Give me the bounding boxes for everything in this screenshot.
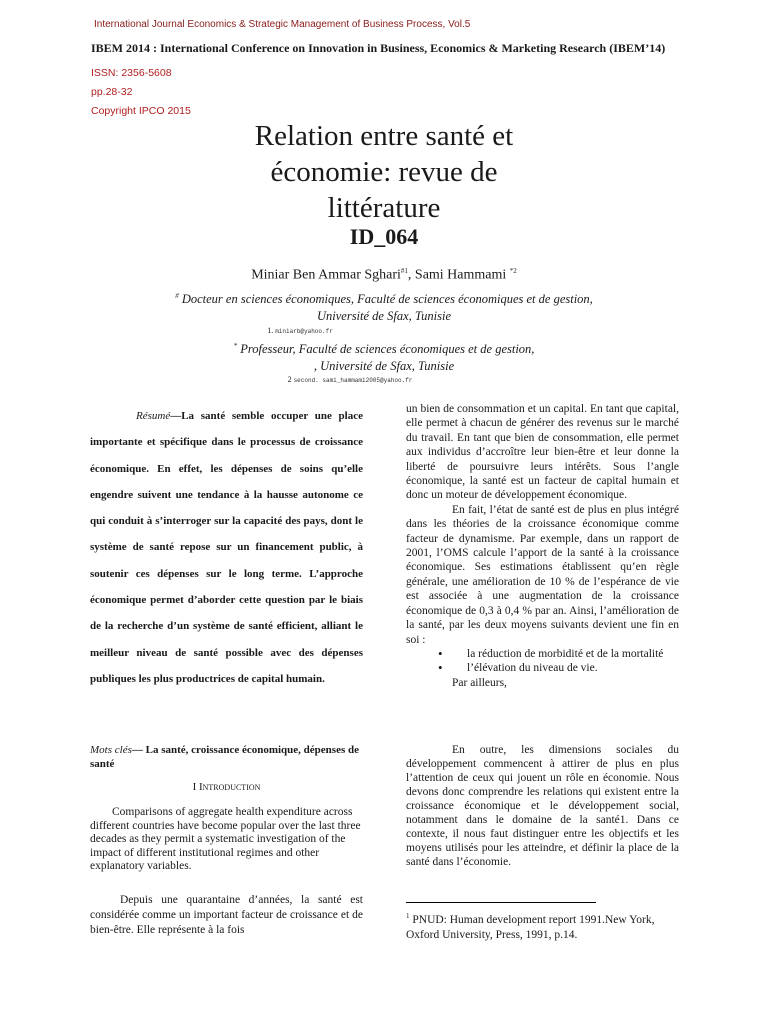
- page-range: pp.28-32: [91, 86, 133, 98]
- section-heading: I Introduction: [192, 781, 261, 793]
- right-paragraph-2: En fait, l’état de santé est de plus en plus intégré dans les théories de la croissance économique comme facteur de dynamisme. Par exemple, dans un rapport de 2001, l’OMS calcule l’apport de la santé à la croissance économique. Ses estimations établissent qu’en règle générale, une amélioration de 10 % de l’espérance de vie est associée à une augmentation de la croissance économique de 0,3 à 0,4 % par an. Ainsi, l’amélioration de la santé, par les deux moyens suivants devient une fin en soi :: [406, 503, 679, 646]
- author-separator: ,: [407, 267, 415, 283]
- affiliation-2-text: Professeur, Faculté de sciences économiques et de gestion,: [240, 342, 535, 357]
- english-paragraph-text: Comparisons of aggregate health expenditure across different countries have become popular over the last three decades as they permit a systematic investigation of the impact of different institutional regimes and other explanatory variables.: [90, 806, 361, 872]
- author-2: Sami Hammami: [414, 267, 507, 283]
- abstract-dash: —: [170, 410, 182, 422]
- author-2-mark: *2: [509, 267, 517, 275]
- keywords-text: La santé, croissance économique, dépenses de santé: [90, 744, 359, 770]
- affiliation-1-text: Docteur en sciences économiques, Faculté de sciences économiques et de gestion,: [181, 292, 593, 307]
- keywords-label: Mots clés: [90, 744, 132, 756]
- paper-title: [0, 118, 768, 226]
- abstract-text: La santé semble occuper une place importante et spécifique dans le processus de croissance économique. En effet, les dépenses de soins qu’elle engendre suivent une tendance à la hausse autonome ce qui conduit à s’interroger sur la capacité des pays, dont le système de santé repose sur un financement public, à soutenir ces dépenses sur le long terme. L’approche économique permet d’aborder cette question par le biais de la recherche d’un système de santé efficient, alliant le meilleur niveau de santé possible avec des dépenses publiques les plus productrices de capital humain.: [90, 410, 363, 685]
- email-1[interactable]: miniarb@yahoo.fr: [275, 328, 333, 335]
- right-column: [406, 402, 679, 690]
- journal-header: International Journal Economics & Strategic Management of Business Process, Vol.5: [94, 19, 471, 30]
- email-1-line: 1. miniarb@yahoo.fr: [267, 326, 333, 335]
- copyright: Copyright IPCO 2015: [91, 105, 191, 117]
- abstract-label: Résumé: [136, 410, 171, 422]
- authors: [0, 267, 768, 284]
- footnote-text: PNUD: Human development report 1991.New York, Oxford University, Press, 1991, p.14.: [406, 913, 655, 941]
- affiliation-1-line-2: Université de Sfax, Tunisie: [316, 309, 451, 323]
- email-1-number: 1: [267, 326, 272, 335]
- right-paragraph-4-text: En outre, les dimensions sociales du développement commencent à attirer de plus en plus l’attention de ceux qui jouent un rôle en économie. Nous devons donc comprendre les relations qui existent entre la croissance économique et le développement social, notamment dans le domaine de la santé1. Dans ce contexte, il nous faut distinguer entre les objectifs et les moyens utilisés pour les atteindre, et définir la place de la santé dans l’économie.: [406, 744, 679, 868]
- right-paragraph-1: un bien de consommation et un capital. En tant que capital, elle permet à chacun de générer des revenus sur le marché du travail. En tant que bien de consommation, elle permet aux individus d’accroître leur bien-être et leur donne la liberté de poursuivre leurs intérêts. Sous l’angle économique, la santé est un facteur de capital humain et donc un moteur de développement économique.: [406, 403, 679, 502]
- bullet-item-1: • la réduction de morbidité et de la mortalité: [461, 647, 679, 661]
- issn: ISSN: 2356-5608: [91, 67, 172, 79]
- email-2-number: 2: [287, 375, 292, 384]
- bullet-list: [406, 647, 679, 676]
- intro-paragraph: Depuis une quarantaine d’années, la santé est considérée comme un important facteur de croissance et de bien-être. Elle représente à la fois: [90, 894, 363, 936]
- affiliation-1-mark: #: [175, 292, 179, 300]
- keywords-dash: —: [131, 744, 146, 756]
- keywords: [90, 743, 363, 771]
- footnote-number: 1: [406, 912, 410, 920]
- right-paragraph-3: Par ailleurs,: [452, 676, 507, 689]
- affiliation-2-line-2: , Université de Sfax, Tunisie: [313, 359, 455, 373]
- affiliation-2-mark: *: [233, 342, 238, 350]
- affiliation-1-line-1: [0, 292, 768, 307]
- title-line-1: Relation entre santé et: [254, 120, 514, 152]
- footnote: [406, 909, 679, 943]
- footnote-rule: [406, 902, 596, 903]
- title-line-3: littérature: [327, 192, 441, 224]
- english-paragraph: [90, 806, 363, 874]
- affiliation-2-line-1: [0, 342, 768, 357]
- abstract: [90, 403, 363, 692]
- author-1-mark: #1: [400, 267, 408, 275]
- author-1: Miniar Ben Ammar Sghari: [251, 267, 401, 283]
- email-2-line: [0, 375, 700, 384]
- title-line-2: économie: revue de: [270, 156, 498, 188]
- right-paragraph-4: [406, 743, 679, 869]
- bullet-item-2: • l’élévation du niveau de vie.: [461, 661, 679, 675]
- conference-line: IBEM 2014 : International Conference on Innovation in Business, Economics & Marketing Research (IBEM’14): [91, 41, 666, 55]
- paper-id: ID_064: [349, 224, 419, 249]
- email-2[interactable]: second. sami_hammami2005@yahoo.fr: [293, 377, 413, 384]
